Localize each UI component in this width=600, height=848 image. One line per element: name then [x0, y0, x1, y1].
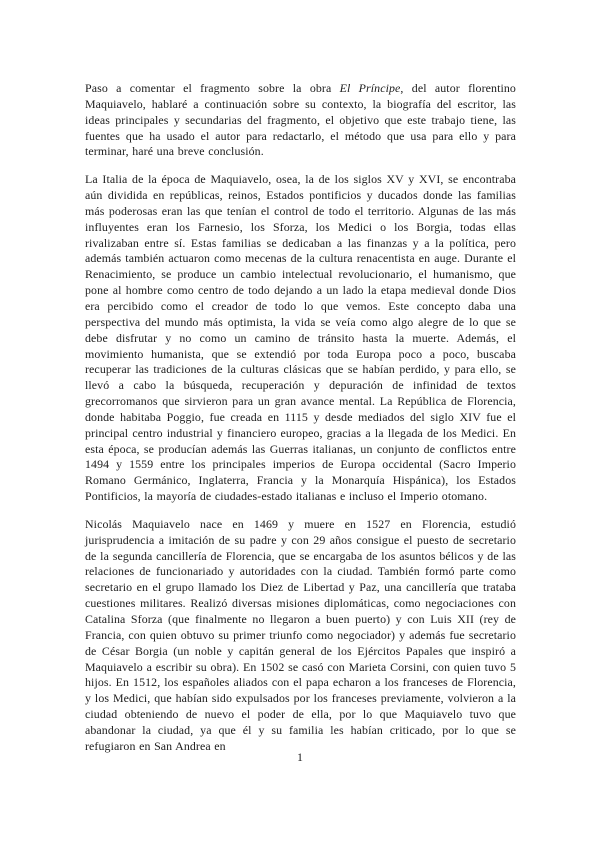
book-title-italic: El Príncipe: [339, 81, 401, 95]
intro-text-pre: Paso a comentar el fragmento sobre la obra: [85, 81, 340, 95]
paragraph-introduction: [85, 81, 516, 160]
page-number: 1: [297, 750, 303, 764]
paragraph-historical-context: La Italia de la época de Maquiavelo, osea, la de los siglos XV y XVI, se encontraba aún dividida en repúblicas, reinos, Estados pontificios y ducados donde las familias más poderosas eran las que tenían el control de todo el territorio. Algunas de las más influyentes eran los Farnesio, los Sforza, los Medici o los Borgia, todas ellas rivalizaban entre sí. Estas familias se dedicaban a las finanzas y a la política, pero además también actuaron como mecenas de la cultura renacentista en auge. Durante el Renacimiento, se produce un cambio intelectual revolucionario, el humanismo, que pone al hombre como centro de todo dejando a un lado la etapa medieval donde Dios era percibido como el creador de todo lo que vemos. Este concepto daba una perspectiva del mundo más optimista, la vida se veía como algo alegre de lo que se debe disfrutar y no como un camino de tránsito hasta la muerte. Además, el movimiento humanista, que se extendió por toda Europa poco a poco, buscaba recuperar las tradiciones de la culturas clásicas que se habían perdido, y para ello, se llevó a cabo la búsqueda, recuperación y depuración de infinidad de textos grecorromanos que sirvieron para un gran avance mental. La República de Florencia, donde habitaba Poggio, fue creada en 1115 y desde mediados del siglo XIV fue el principal centro industrial y financiero europeo, gracias a la llegada de los Medici. En esta época, se producían además las Guerras italianas, un conjunto de conflictos entre 1494 y 1559 entre los principales imperios de Europa occidental (Sacro Imperio Romano Germánico, Inglaterra, Francia y la Monarquía Hispánica), los Estados Pontificios, la mayoría de ciudades-estado italianas e incluso el Imperio otomano.: [85, 172, 516, 504]
paragraph-biography: Nicolás Maquiavelo nace en 1469 y muere en 1527 en Florencia, estudió jurisprudencia a imitación de su padre y con 29 años consigue el puesto de secretario de la segunda cancillería de Florencia, que se encargaba de los asuntos bélicos y de las relaciones de funcionariado y autoridades con la ciudad. También formó parte como secretario en el grupo llamado los Diez de Libertad y Paz, una cancillería que trataba cuestiones militares. Realizó diversas misiones diplomáticas, como negociaciones con Catalina Sforza (que finalmente no llegaron a buen puerto) y con Luis XII (rey de Francia, con quien obtuvo su primer triunfo como negociador) y además fue secretario de César Borgia (un noble y capitán general de los Ejércitos Papales que inspiró a Maquiavelo a escribir su obra). En 1502 se casó con Marieta Corsini, con quien tuvo 5 hijos. En 1512, los españoles aliados con el papa echaron a los franceses de Florencia, y los Medici, que habían sido expulsados por los franceses previamente, volvieron a la ciudad obteniendo de nuevo el poder de ella, por lo que Maquiavelo tuvo que abandonar la ciudad, ya que él y su familia les habían criticado, por lo que se refugiaron en San Andrea en: [85, 516, 516, 753]
text-column: [85, 81, 516, 767]
intro-text-post: , del autor florentino Maquiavelo, hablaré a continuación sobre su contexto, la biografía del escritor, las ideas principales y secundarias del fragmento, el objetivo que este trabajo tiene, las fuentes que ha usado el autor para redactarlo, el método que usa para ello y para terminar, haré una breve conclusión.: [85, 81, 516, 159]
